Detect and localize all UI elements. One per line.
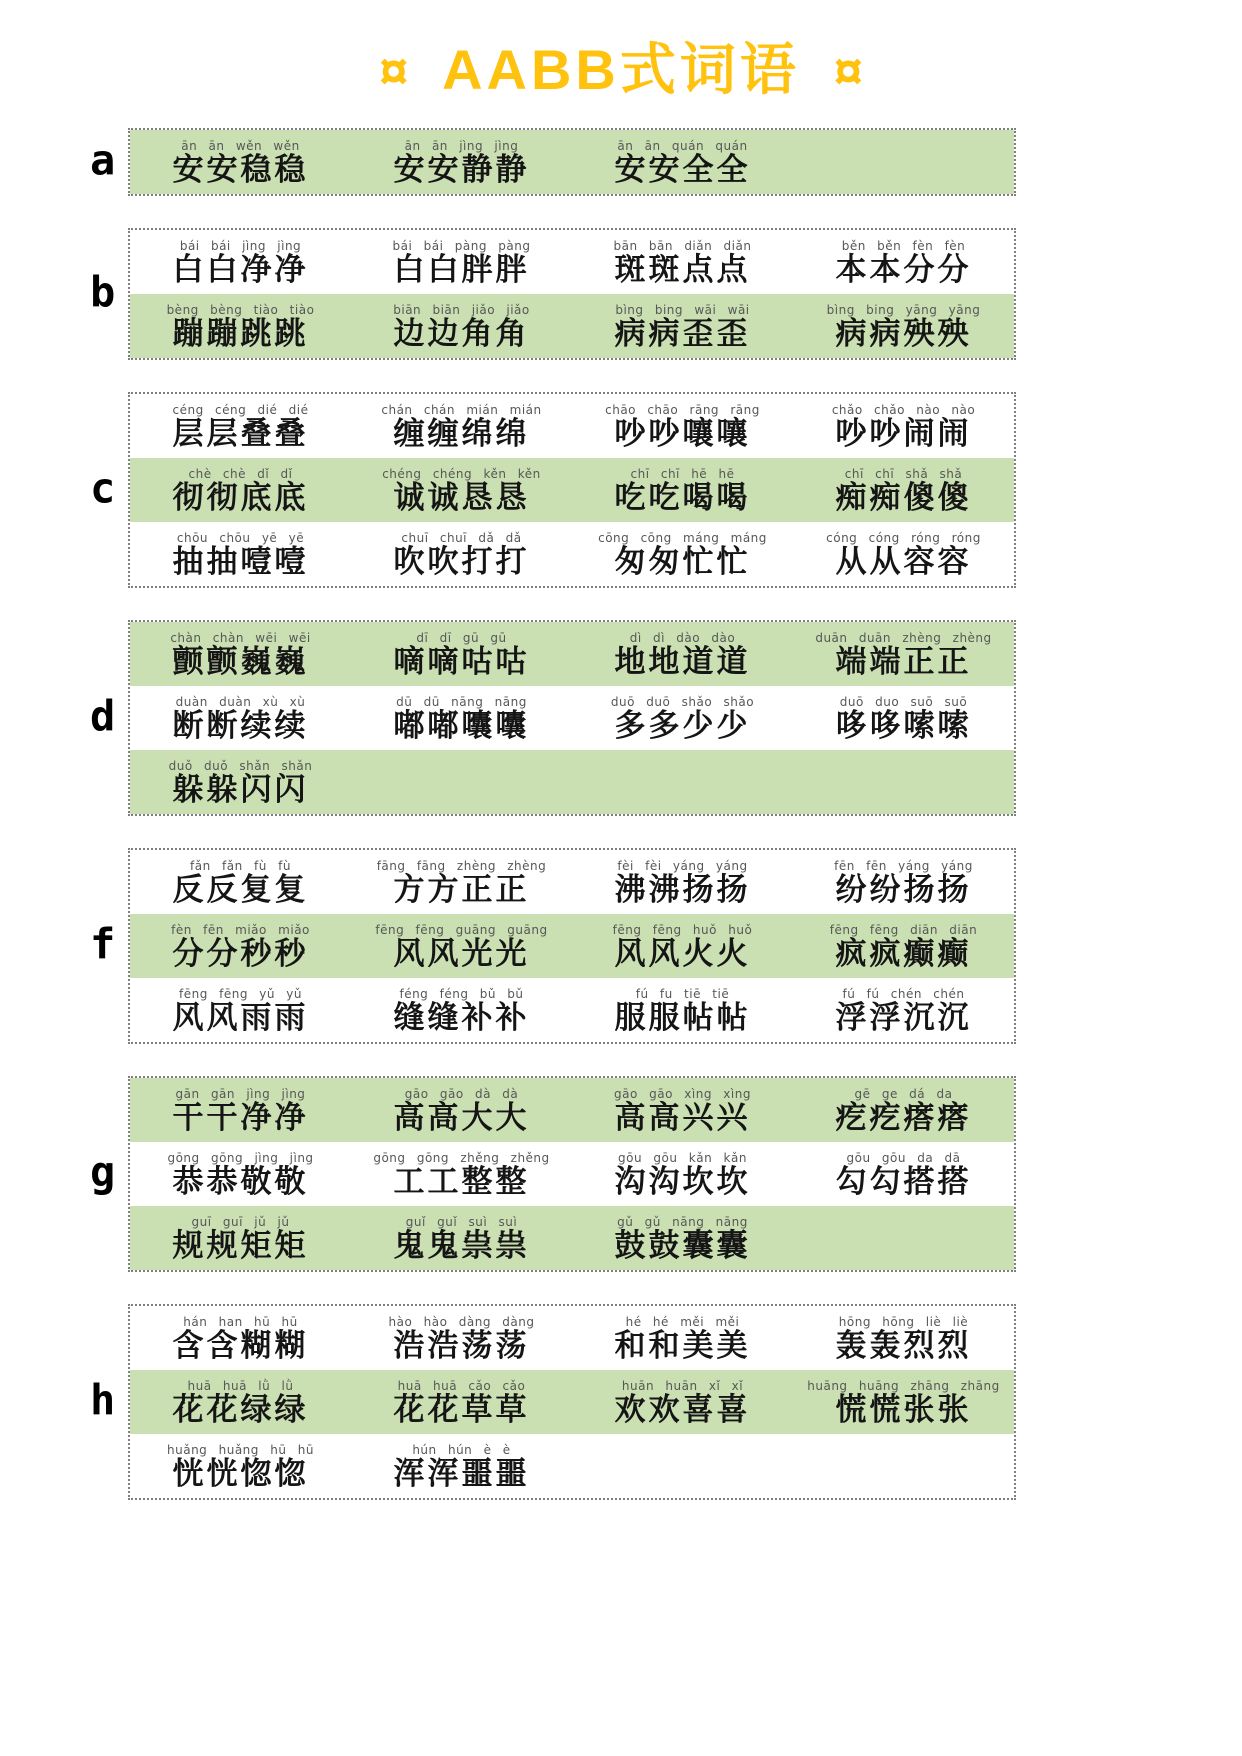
- pinyin-label: fǎn fǎn fù fù: [190, 859, 291, 874]
- word-entry: [793, 850, 1014, 914]
- pinyin-label: hào hào dàng dàng: [388, 1315, 535, 1330]
- pinyin-label: huǎng huǎng hū hū: [167, 1443, 314, 1458]
- word-entry: [572, 622, 793, 686]
- hanzi-word: 端端正正: [835, 644, 972, 680]
- hanzi-word: 工工整整: [393, 1164, 530, 1200]
- word-entry: [572, 686, 793, 750]
- word-entry: [351, 1370, 572, 1434]
- hanzi-word: 抽抽噎噎: [172, 544, 309, 580]
- pinyin-label: bìng bing wāi wāi: [615, 303, 750, 318]
- empty-cell: [351, 750, 572, 814]
- hanzi-word: 纷纷扬扬: [835, 872, 972, 908]
- pinyin-label: chāo chāo rāng rāng: [605, 403, 760, 418]
- pinyin-label: fēng fēng yǔ yǔ: [178, 987, 303, 1002]
- hanzi-word: 浩浩荡荡: [393, 1328, 530, 1364]
- hanzi-word: 斑斑点点: [614, 252, 751, 288]
- word-entry: [572, 978, 793, 1042]
- pinyin-label: fāng fāng zhèng zhèng: [376, 859, 547, 874]
- hanzi-word: 花花草草: [393, 1392, 530, 1428]
- word-entry: [572, 1306, 793, 1370]
- word-entry: [130, 1434, 351, 1498]
- hanzi-word: 缝缝补补: [393, 1000, 530, 1036]
- pinyin-label: guī guī jǔ jǔ: [191, 1215, 290, 1230]
- empty-cell: [572, 750, 793, 814]
- pinyin-label: hún hún è è: [412, 1443, 511, 1458]
- pinyin-label: duān duān zhèng zhèng: [815, 631, 992, 646]
- pinyin-label: chéng chéng kěn kěn: [382, 467, 541, 482]
- empty-cell: [793, 1434, 1014, 1498]
- hanzi-word: 边边角角: [393, 316, 530, 352]
- word-entry: [351, 1306, 572, 1370]
- word-entry: [572, 522, 793, 586]
- pinyin-label: dū dū nāng nāng: [396, 695, 527, 710]
- pinyin-label: huāng huāng zhāng zhāng: [807, 1379, 1000, 1394]
- pinyin-label: gāo gāo dà dà: [404, 1087, 519, 1102]
- ornament-icon: ¤: [379, 43, 409, 101]
- word-entry: [130, 1078, 351, 1142]
- pinyin-label: duō duo suō suō: [839, 695, 968, 710]
- word-entry: [130, 130, 351, 194]
- pinyin-label: fēng fēng diān diān: [829, 923, 978, 938]
- word-row: [130, 1142, 1014, 1206]
- hanzi-word: 规规矩矩: [172, 1228, 309, 1264]
- word-entry: [351, 230, 572, 294]
- section-letter: b: [90, 267, 116, 317]
- word-entry: [351, 1206, 572, 1270]
- pinyin-label: gōu gōu kǎn kǎn: [618, 1151, 747, 1166]
- pinyin-label: fèn fēn miǎo miǎo: [171, 923, 310, 938]
- empty-cell: [793, 130, 1014, 194]
- hanzi-word: 断断续续: [172, 708, 309, 744]
- hanzi-word: 诚诚恳恳: [393, 480, 530, 516]
- word-entry: [572, 130, 793, 194]
- word-box: [128, 1076, 1016, 1272]
- pinyin-label: ān ān wěn wěn: [181, 139, 300, 154]
- hanzi-word: 慌慌张张: [835, 1392, 972, 1428]
- word-entry: [572, 1142, 793, 1206]
- hanzi-word: 安安静静: [393, 152, 530, 188]
- hanzi-word: 恭恭敬敬: [172, 1164, 309, 1200]
- pinyin-label: fú fu tiē tiē: [635, 987, 730, 1002]
- word-entry: [572, 914, 793, 978]
- pinyin-label: bái bái pàng pàng: [392, 239, 531, 254]
- word-box: [128, 392, 1016, 588]
- word-box: [128, 848, 1016, 1044]
- hanzi-word: 病病歪歪: [614, 316, 751, 352]
- pinyin-label: huā huā cǎo cǎo: [397, 1379, 526, 1394]
- pinyin-label: ān ān jìng jìng: [404, 139, 519, 154]
- hanzi-word: 疙疙瘩瘩: [835, 1100, 972, 1136]
- word-entry: [351, 294, 572, 358]
- word-entry: [793, 914, 1014, 978]
- pinyin-label: fēng fēng guāng guāng: [375, 923, 548, 938]
- section-letter: c: [90, 463, 116, 513]
- section-letter: h: [90, 1375, 116, 1425]
- section-b: [90, 228, 1016, 360]
- hanzi-word: 彻彻底底: [172, 480, 309, 516]
- title-row: [0, 38, 1242, 101]
- word-entry: [130, 914, 351, 978]
- word-entry: [793, 978, 1014, 1042]
- hanzi-word: 风风火火: [614, 936, 751, 972]
- word-box: [128, 128, 1016, 196]
- word-row: [130, 230, 1014, 294]
- word-entry: [351, 978, 572, 1042]
- word-entry: [793, 294, 1014, 358]
- word-row: [130, 850, 1014, 914]
- hanzi-word: 反反复复: [172, 872, 309, 908]
- pinyin-label: dì dì dào dào: [629, 631, 736, 646]
- pinyin-label: gē ge dá da: [854, 1087, 953, 1102]
- pinyin-label: gān gān jìng jìng: [175, 1087, 306, 1102]
- hanzi-word: 和和美美: [614, 1328, 751, 1364]
- hanzi-word: 嘀嘀咕咕: [393, 644, 530, 680]
- word-row: [130, 394, 1014, 458]
- hanzi-word: 方方正正: [393, 872, 530, 908]
- hanzi-word: 吹吹打打: [393, 544, 530, 580]
- hanzi-word: 风风光光: [393, 936, 530, 972]
- pinyin-label: guǐ guǐ suì suì: [405, 1215, 518, 1230]
- word-entry: [351, 522, 572, 586]
- hanzi-word: 服服帖帖: [614, 1000, 751, 1036]
- word-entry: [572, 1078, 793, 1142]
- word-entry: [351, 850, 572, 914]
- section-c: [90, 392, 1016, 588]
- hanzi-word: 痴痴傻傻: [835, 480, 972, 516]
- word-entry: [793, 522, 1014, 586]
- hanzi-word: 吃吃喝喝: [614, 480, 751, 516]
- word-entry: [793, 458, 1014, 522]
- pinyin-label: gǔ gǔ nāng nāng: [617, 1215, 748, 1230]
- pinyin-label: bìng bing yāng yāng: [826, 303, 981, 318]
- word-entry: [793, 686, 1014, 750]
- word-entry: [351, 458, 572, 522]
- word-entry: [351, 1078, 572, 1142]
- word-entry: [130, 230, 351, 294]
- pinyin-label: běn běn fèn fèn: [841, 239, 966, 254]
- pinyin-label: gōng gōng jìng jìng: [167, 1151, 314, 1166]
- word-row: [130, 914, 1014, 978]
- hanzi-word: 沸沸扬扬: [614, 872, 751, 908]
- pinyin-label: huān huān xǐ xǐ: [621, 1379, 744, 1394]
- hanzi-word: 颤颤巍巍: [172, 644, 309, 680]
- word-row: [130, 458, 1014, 522]
- hanzi-word: 白白净净: [172, 252, 309, 288]
- word-entry: [130, 978, 351, 1042]
- section-h: [90, 1304, 1016, 1500]
- pinyin-label: dī dī gū gū: [416, 631, 507, 646]
- pinyin-label: biān biān jiǎo jiǎo: [393, 303, 530, 318]
- word-entry: [572, 294, 793, 358]
- word-row: [130, 978, 1014, 1042]
- pinyin-label: huā huā lǜ lǜ: [187, 1379, 294, 1394]
- word-entry: [351, 394, 572, 458]
- pinyin-label: chī chī shǎ shǎ: [844, 467, 963, 482]
- pinyin-label: hōng hōng liè liè: [838, 1315, 969, 1330]
- word-entry: [351, 622, 572, 686]
- hanzi-word: 蹦蹦跳跳: [172, 316, 309, 352]
- hanzi-word: 轰轰烈烈: [835, 1328, 972, 1364]
- word-row: [130, 750, 1014, 814]
- word-entry: [130, 1206, 351, 1270]
- word-entry: [351, 686, 572, 750]
- section-g: [90, 1076, 1016, 1272]
- pinyin-label: hé hé měi měi: [625, 1315, 740, 1330]
- section-a: [90, 128, 1016, 196]
- word-entry: [793, 1078, 1014, 1142]
- word-entry: [572, 1370, 793, 1434]
- hanzi-word: 本本分分: [835, 252, 972, 288]
- hanzi-word: 缠缠绵绵: [393, 416, 530, 452]
- hanzi-word: 从从容容: [835, 544, 972, 580]
- pinyin-label: chán chán mián mián: [381, 403, 542, 418]
- pinyin-label: céng céng dié dié: [172, 403, 309, 418]
- word-entry: [793, 1370, 1014, 1434]
- word-entry: [572, 458, 793, 522]
- hanzi-word: 浑浑噩噩: [393, 1456, 530, 1492]
- word-entry: [130, 522, 351, 586]
- hanzi-word: 安安全全: [614, 152, 751, 188]
- word-entry: [572, 850, 793, 914]
- hanzi-word: 鬼鬼祟祟: [393, 1228, 530, 1264]
- pinyin-label: duō duō shǎo shǎo: [610, 695, 755, 710]
- hanzi-word: 白白胖胖: [393, 252, 530, 288]
- word-sections: [0, 128, 1242, 1500]
- pinyin-label: gōu gōu da dā: [846, 1151, 961, 1166]
- hanzi-word: 含含糊糊: [172, 1328, 309, 1364]
- word-entry: [130, 1306, 351, 1370]
- word-entry: [793, 1142, 1014, 1206]
- pinyin-label: chǎo chǎo nào nào: [831, 403, 976, 418]
- hanzi-word: 分分秒秒: [172, 936, 309, 972]
- hanzi-word: 花花绿绿: [172, 1392, 309, 1428]
- word-entry: [572, 394, 793, 458]
- pinyin-label: chuī chuī dǎ dǎ: [401, 531, 522, 546]
- hanzi-word: 嘟嘟囔囔: [393, 708, 530, 744]
- pinyin-label: duàn duàn xù xù: [175, 695, 306, 710]
- word-row: [130, 1078, 1014, 1142]
- word-entry: [793, 230, 1014, 294]
- word-entry: [130, 750, 351, 814]
- pinyin-label: cōng cōng máng máng: [598, 531, 767, 546]
- word-row: [130, 1434, 1014, 1498]
- pinyin-label: fēng fēng huǒ huǒ: [612, 923, 753, 938]
- word-entry: [793, 394, 1014, 458]
- pinyin-label: cóng cóng róng róng: [826, 531, 981, 546]
- pinyin-label: chàn chàn wēi wēi: [170, 631, 311, 646]
- hanzi-word: 吵吵嚷嚷: [614, 416, 751, 452]
- hanzi-word: 哆哆嗦嗦: [835, 708, 972, 744]
- hanzi-word: 匆匆忙忙: [614, 544, 751, 580]
- section-d: [90, 620, 1016, 816]
- word-row: [130, 1306, 1014, 1370]
- pinyin-label: chōu chōu yē yē: [176, 531, 305, 546]
- hanzi-word: 高高大大: [393, 1100, 530, 1136]
- hanzi-word: 风风雨雨: [172, 1000, 309, 1036]
- section-f: [90, 848, 1016, 1044]
- empty-cell: [572, 1434, 793, 1498]
- word-row: [130, 130, 1014, 194]
- word-entry: [793, 622, 1014, 686]
- word-box: [128, 620, 1016, 816]
- hanzi-word: 欢欢喜喜: [614, 1392, 751, 1428]
- pinyin-label: duǒ duǒ shǎn shǎn: [168, 759, 313, 774]
- hanzi-word: 疯疯癫癫: [835, 936, 972, 972]
- hanzi-word: 病病殃殃: [835, 316, 972, 352]
- hanzi-word: 鼓鼓囊囊: [614, 1228, 751, 1264]
- page-title: AABB式词语: [442, 38, 800, 101]
- hanzi-word: 多多少少: [614, 708, 751, 744]
- word-box: [128, 228, 1016, 360]
- section-letter: f: [90, 919, 116, 969]
- word-entry: [130, 850, 351, 914]
- word-entry: [351, 1434, 572, 1498]
- hanzi-word: 高高兴兴: [614, 1100, 751, 1136]
- word-row: [130, 1206, 1014, 1270]
- pinyin-label: bèng bèng tiào tiào: [166, 303, 315, 318]
- word-entry: [572, 1206, 793, 1270]
- pinyin-label: bái bái jìng jìng: [179, 239, 302, 254]
- word-row: [130, 686, 1014, 750]
- pinyin-label: chī chī hē hē: [630, 467, 735, 482]
- hanzi-word: 恍恍惚惚: [172, 1456, 309, 1492]
- hanzi-word: 吵吵闹闹: [835, 416, 972, 452]
- hanzi-word: 沟沟坎坎: [614, 1164, 751, 1200]
- word-entry: [130, 294, 351, 358]
- ornament-icon: ¤: [833, 43, 863, 101]
- hanzi-word: 躲躲闪闪: [172, 772, 309, 808]
- word-entry: [130, 1142, 351, 1206]
- word-entry: [130, 686, 351, 750]
- section-letter: g: [90, 1147, 116, 1197]
- word-entry: [572, 230, 793, 294]
- word-entry: [130, 458, 351, 522]
- hanzi-word: 干干净净: [172, 1100, 309, 1136]
- pinyin-label: gōng gōng zhěng zhěng: [373, 1151, 550, 1166]
- word-row: [130, 294, 1014, 358]
- pinyin-label: hán han hū hū: [183, 1315, 298, 1330]
- pinyin-label: fú fú chén chén: [842, 987, 965, 1002]
- pinyin-label: gāo gāo xìng xìng: [614, 1087, 751, 1102]
- pinyin-label: ān ān quán quán: [617, 139, 748, 154]
- page-header: [0, 0, 1242, 128]
- empty-cell: [793, 750, 1014, 814]
- hanzi-word: 层层叠叠: [172, 416, 309, 452]
- pinyin-label: bān bān diǎn diǎn: [613, 239, 752, 254]
- word-entry: [351, 1142, 572, 1206]
- empty-cell: [793, 1206, 1014, 1270]
- word-row: [130, 622, 1014, 686]
- hanzi-word: 勾勾搭搭: [835, 1164, 972, 1200]
- pinyin-label: chè chè dǐ dǐ: [188, 467, 293, 482]
- word-box: [128, 1304, 1016, 1500]
- word-entry: [130, 394, 351, 458]
- pinyin-label: fēn fēn yáng yáng: [834, 859, 973, 874]
- hanzi-word: 地地道道: [614, 644, 751, 680]
- word-entry: [130, 1370, 351, 1434]
- word-entry: [351, 130, 572, 194]
- hanzi-word: 浮浮沉沉: [835, 1000, 972, 1036]
- pinyin-label: féng féng bǔ bǔ: [399, 987, 524, 1002]
- section-letter: d: [90, 691, 116, 741]
- word-entry: [130, 622, 351, 686]
- hanzi-word: 安安稳稳: [172, 152, 309, 188]
- word-entry: [793, 1306, 1014, 1370]
- section-letter: a: [90, 135, 116, 185]
- word-row: [130, 1370, 1014, 1434]
- word-row: [130, 522, 1014, 586]
- pinyin-label: fèi fèi yáng yáng: [617, 859, 748, 874]
- word-entry: [351, 914, 572, 978]
